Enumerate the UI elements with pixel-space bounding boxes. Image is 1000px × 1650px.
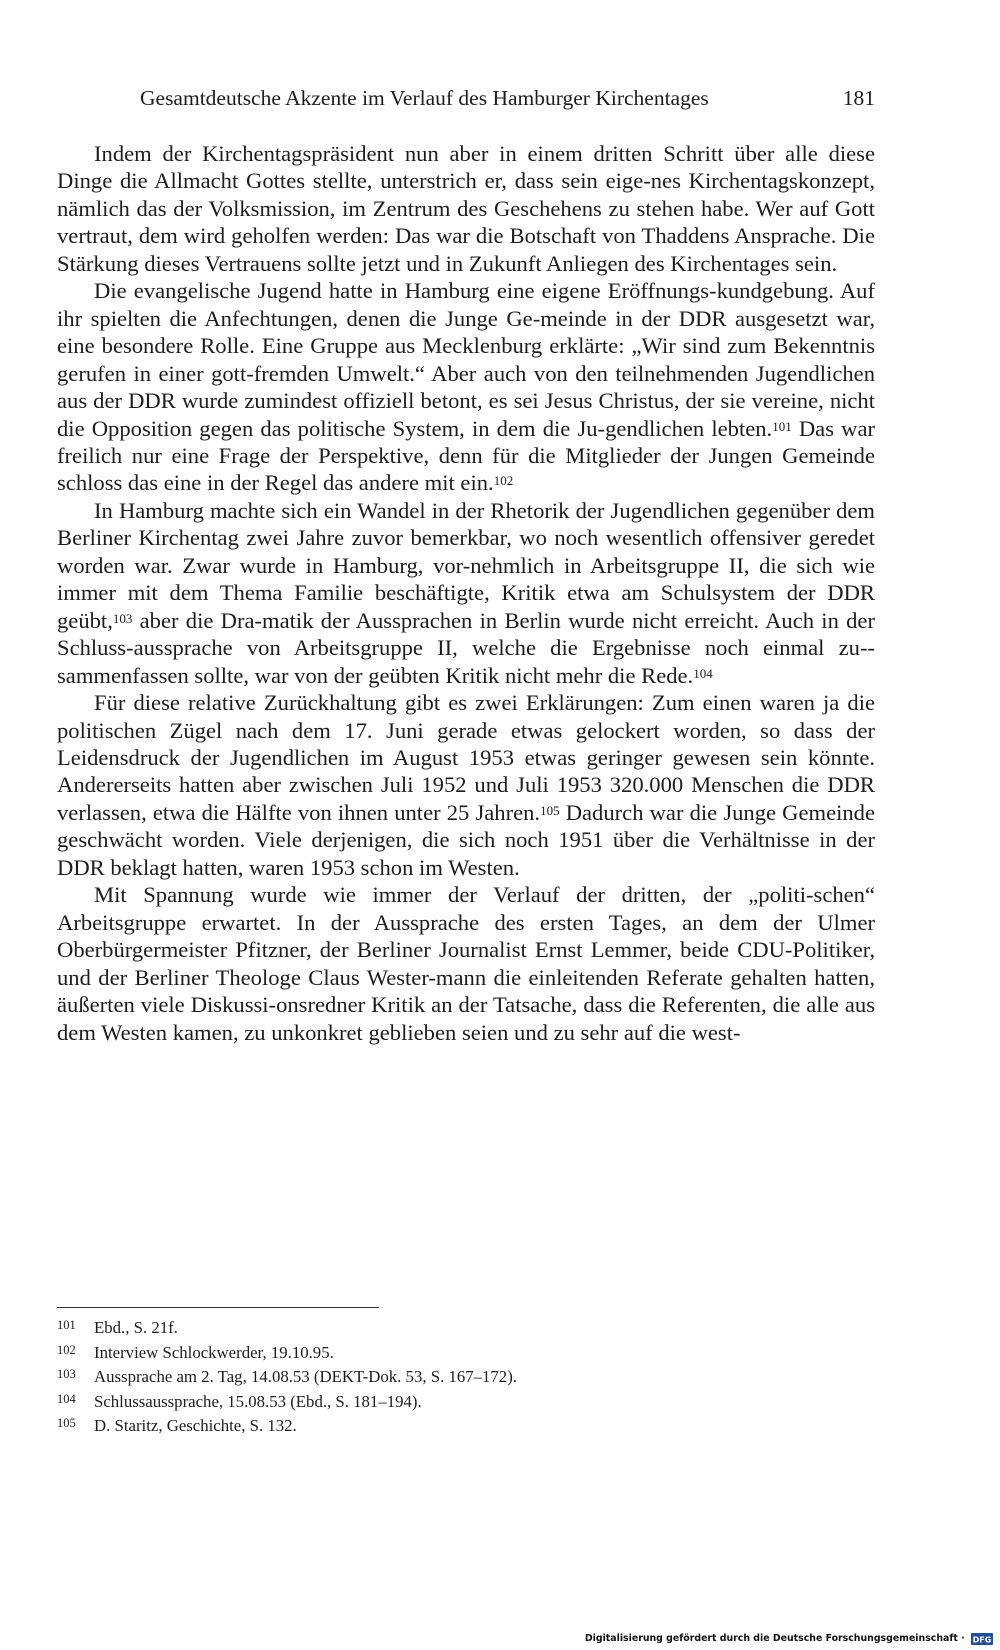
credit-text: Digitalisierung gefördert durch die Deutsche Forschungsgemeinschaft · bbox=[584, 1633, 965, 1644]
footnote bbox=[57, 1414, 875, 1439]
paragraph-text: Dadurch war die Junge Gemeinde geschwächt worden. Viele derjenigen, die sich noch 1951 über die Verhältnisse in der DDR beklagt hatten, waren 1953 schon im Westen. bbox=[57, 799, 876, 880]
footnotes bbox=[57, 1316, 875, 1439]
footnote-reference[interactable]: 102 bbox=[493, 473, 514, 489]
paragraph-text: In Hamburg machte sich ein Wandel in der Rhetorik der Jugendlichen gegenüber dem Berliner Kirchentag zwei Jahre zuvor bemerkbar, wo noch wesentlich offensiver geredet worden war. Zwar wurde in Hamburg, vor-nehmlich in Arbeitsgruppe II, die sich wie immer mit dem Thema Familie beschäftigte, Kritik etwa am Schulsystem der DDR geübt, bbox=[57, 497, 875, 633]
footnote-text: Interview Schlockwerder, 19.10.95. bbox=[94, 1342, 334, 1362]
paragraph bbox=[57, 277, 875, 497]
footnote-number: 101 bbox=[57, 1318, 76, 1332]
footnote-number: 105 bbox=[57, 1416, 76, 1430]
paragraph bbox=[57, 881, 875, 1046]
dfg-logo-text: DFG bbox=[972, 1635, 992, 1645]
running-title: Gesamtdeutsche Akzente im Verlauf des Hamburger Kirchentages bbox=[140, 86, 709, 110]
footnote-divider bbox=[57, 1307, 379, 1308]
paragraph-text: Das war freilich nur eine Frage der Perspektive, denn für die Mitglieder der Jungen Gemeinde schloss das eine in der Regel das andere mit ein. bbox=[57, 415, 875, 496]
paragraph-text: Mit Spannung wurde wie immer der Verlauf der dritten, der „politi-schen“ Arbeitsgruppe erwartet. In der Aussprache des ersten Tages, an dem der Ulmer Oberbürgermeister Pfitzner, der Berliner Journalist Ernst Lemmer, beide CDU-Politiker, und der Berliner Theologe Claus Wester-mann die einleitenden Referate gehalten hatten, äußerten viele Diskussi-onsredner Kritik an der Tatsache, dass die Referenten, die alle aus dem Westen kamen, zu unkonkret geblieben seien und zu sehr auf die west- bbox=[57, 882, 875, 1045]
footnote-number: 103 bbox=[57, 1367, 76, 1381]
footnote-reference[interactable]: 103 bbox=[112, 610, 133, 626]
digitization-credit bbox=[585, 1631, 993, 1647]
paragraph bbox=[57, 689, 875, 881]
paragraph-text: Für diese relative Zurückhaltung gibt es zwei Erklärungen: Zum einen waren ja die politischen Zügel nach dem 17. Juni gerade etwas gelockert worden, so dass der Leidensdruck der Jugendlichen im August 1953 etwas geringer gewesen sein könnte. Andererseits hatten aber zwischen Juli 1952 und Juli 1953 320.000 Menschen die DDR verlassen, etwa die Hälfte von ihnen unter 25 Jahren. bbox=[57, 690, 875, 825]
footnote-number: 102 bbox=[57, 1342, 76, 1357]
footnote-reference[interactable]: 104 bbox=[693, 665, 713, 681]
footnote-number: 104 bbox=[57, 1391, 76, 1406]
body-text bbox=[57, 140, 875, 1046]
paragraph-text: aber die Dra-matik der Aussprachen in Berlin wurde nicht erreicht. Auch in der Schluss-aussprache von Arbeitsgruppe II, welche die Ergebnisse noch einmal zu-sammenfassen sollte, war von der geübten Kritik nicht mehr die Rede. bbox=[57, 607, 875, 688]
footnote-text: Aussprache am 2. Tag, 14.08.53 (DEKT-Dok. 53, S. 167–172). bbox=[94, 1367, 517, 1386]
running-head bbox=[140, 82, 875, 114]
footnote-text: Schlussaussprache, 15.08.53 (Ebd., S. 181–194). bbox=[94, 1391, 422, 1411]
footnote bbox=[57, 1341, 875, 1366]
footnote bbox=[57, 1390, 875, 1415]
footnote-reference[interactable]: 105 bbox=[540, 802, 560, 818]
footnote-text: D. Staritz, Geschichte, S. 132. bbox=[94, 1416, 297, 1435]
dfg-logo-icon bbox=[971, 1633, 993, 1645]
page-number: 181 bbox=[842, 86, 875, 110]
footnote-text: Ebd., S. 21f. bbox=[94, 1318, 178, 1337]
footnote-reference[interactable]: 101 bbox=[772, 418, 792, 434]
paragraph-text: Die evangelische Jugend hatte in Hamburg eine eigene Eröffnungs-kundgebung. Auf ihr spielten die Anfechtungen, denen die Junge Ge-meinde in der DDR ausgesetzt war, eine besondere Rolle. Eine Gruppe aus Mecklenburg erklärte: „Wir sind zum Bekenntnis gerufen in einer gott-fremden Umwelt.“ Aber auch von den teilnehmenden Jugendlichen aus der DDR wurde zumindest offiziell betont, es sei Jesus Christus, der sie vereine, nicht die Opposition gegen das politische System, in dem die Ju-gendlichen lebten. bbox=[57, 278, 875, 441]
paragraph bbox=[57, 497, 875, 689]
paragraph-text: Indem der Kirchentagspräsident nun aber in einem dritten Schritt über alle diese Dinge die Allmacht Gottes stellte, unterstrich er, dass sein eige-nes Kirchentagskonzept, nämlich das der Volksmission, im Zentrum des Geschehens zu stehen habe. Wer auf Gott vertraut, dem wird geholfen werden: Das war die Botschaft von Thaddens Ansprache. Die Stärkung dieses Vertrauens sollte jetzt und in Zukunft Anliegen des Kirchentages sein. bbox=[57, 141, 875, 276]
footnote bbox=[57, 1365, 875, 1390]
paragraph bbox=[57, 140, 875, 277]
footnote bbox=[57, 1316, 875, 1341]
